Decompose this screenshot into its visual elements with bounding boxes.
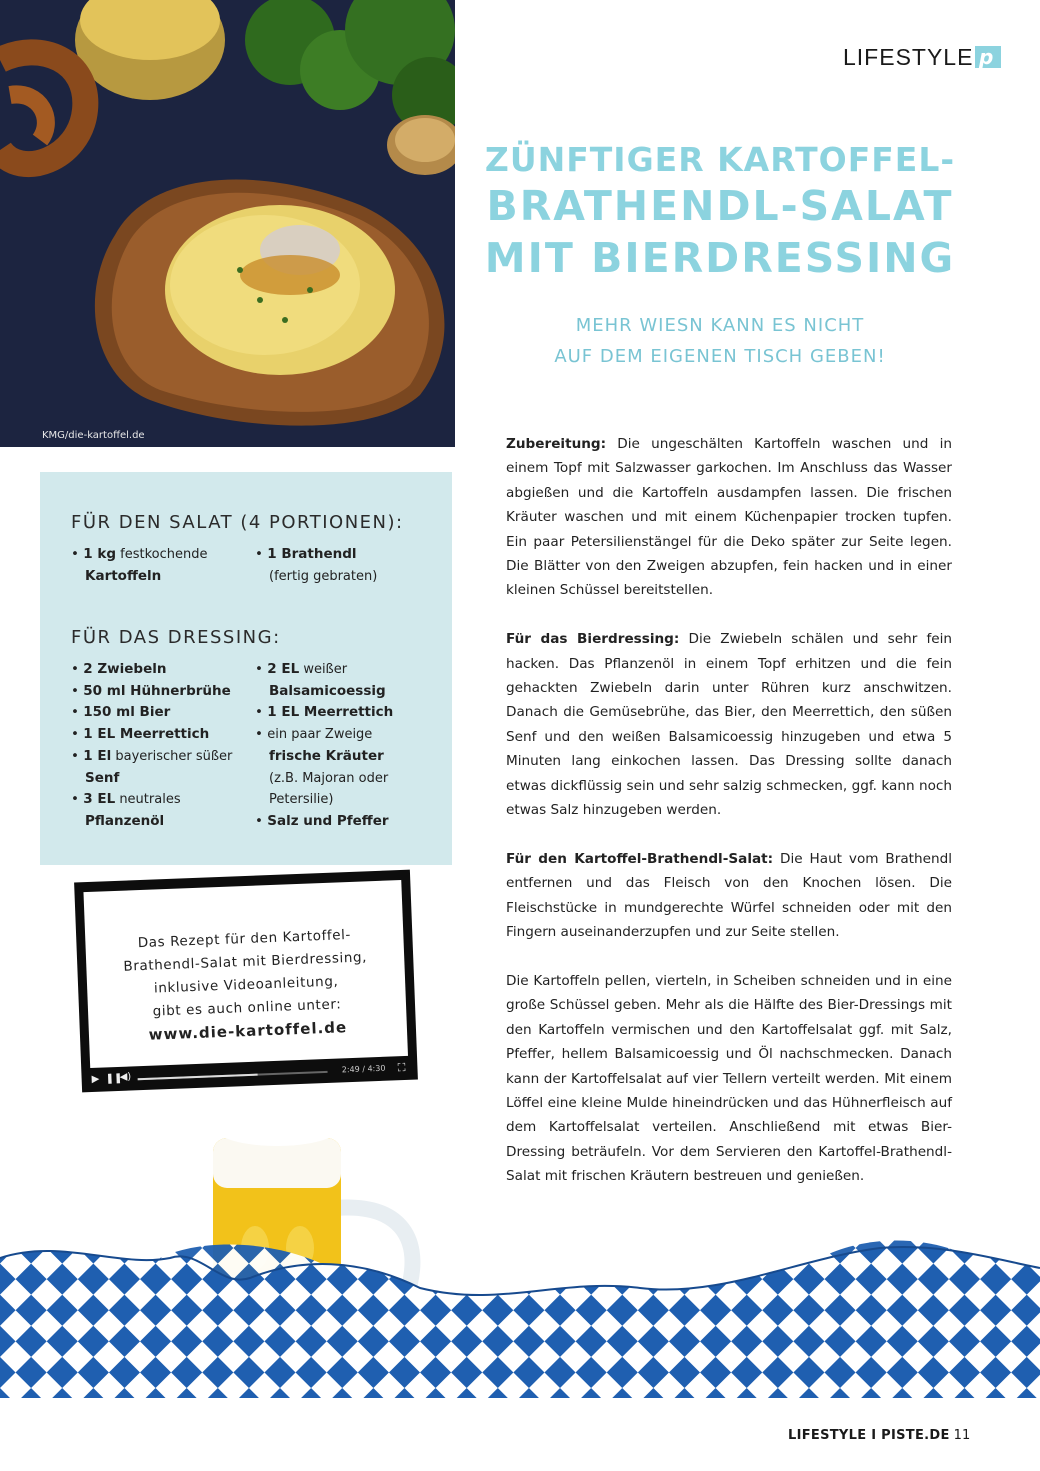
- paragraph-text: Die Kartoffeln pellen, vierteln, in Scheiben schneiden und in eine große Schüssel geben. Mehr als die Hälfte des Bier-Dressings mit den Kartoffeln vermischen und den Kartoffelsalat ggf. mit Salz, Pfeffer, hellem Balsamicoessig und Öl nachschmecken. Danach kann der Kartoffelsalat auf vier Tellern verteilt werden. Mit einem Löffel eine kleine Mulde hineindrücken und das Hühnerfleisch auf dem Kartoffelsalat verteilen. Anschließend mit etwas Bier-Dressing beträufeln. Vor dem Servieren den Kartoffel-Brathendl-Salat mit frischen Kräutern bestreuen und genießen.: [506, 972, 952, 1185]
- fullscreen-icon[interactable]: ⛶: [397, 1060, 406, 1075]
- ingredient-item: • 1 El bayerischer süßer Senf: [71, 747, 233, 786]
- title-line-2: BRATHENDL-SALAT: [486, 182, 954, 230]
- video-line-1: Das Rezept für den Kartoffel-: [137, 926, 352, 952]
- salad-heading: FÜR DEN SALAT (4 PORTIONEN):: [71, 512, 404, 533]
- subtitle-line-1: MEHR WIESN KANN ES NICHT: [575, 315, 865, 336]
- logo-letter: p: [979, 45, 994, 69]
- ingredient-item: • 2 EL weißer Balsamicoessig: [255, 661, 386, 699]
- ingredients-box: [40, 472, 452, 865]
- paragraph-dressing: [506, 627, 952, 822]
- volume-icon[interactable]: ◀): [119, 1071, 132, 1083]
- ingredient-item: • 1 EL Meerrettich: [71, 726, 210, 743]
- ingredient-item: • 1 Brathendl (fertig gebraten): [255, 546, 378, 584]
- footer-label: LIFESTYLE I PISTE.DE: [788, 1428, 950, 1443]
- paragraph-label: Zubereitung:: [506, 436, 607, 452]
- play-icon[interactable]: ▶: [91, 1073, 100, 1085]
- ingredient-item: • 150 ml Bier: [71, 704, 171, 721]
- salad-col-1: [71, 544, 251, 587]
- dressing-col-1: [71, 659, 256, 833]
- video-player-frame: [74, 870, 418, 1093]
- food-photo-graphic: [0, 0, 455, 447]
- paragraph-label: Für den Kartoffel-Brathendl-Salat:: [506, 850, 774, 867]
- title-line-3: MIT BIERDRESSING: [484, 234, 956, 282]
- paragraph-label: Für das Bierdressing:: [506, 631, 680, 648]
- ingredient-item: • 3 EL neutrales Pflanzenöl: [71, 791, 181, 829]
- subtitle-line-2: AUF DEM EIGENEN TISCH GEBEN!: [554, 346, 886, 367]
- pause-icon[interactable]: ❚❚: [105, 1072, 123, 1085]
- section-label: LIFESTYLE: [843, 44, 974, 70]
- dressing-col-2: [255, 659, 445, 833]
- ingredient-item: • 50 ml Hühnerbrühe: [71, 682, 231, 699]
- magazine-logo-icon: [975, 46, 1001, 68]
- paragraph-salad: [506, 847, 952, 945]
- video-line-3: inklusive Videoanleitung,: [153, 973, 339, 997]
- paragraph-text: Die Zwiebeln schälen und sehr fein hacken. Das Pflanzenöl in einem Topf erhitzen und die fein gehackten Zwiebeln darin unter Rühren kurz anschwitzen. Danach die Gemüsebrühe, das Bier, den Meerrettich, den süßen Senf und den weißen Balsamicoessig hinzugeben und etwa 5 Minuten lang einkochen lassen. Das Dressing sollte danach etwas dickflüssig sein und sehr salzig schmecken, ggf. kann noch etwas Salz hinzugeben werden.: [506, 631, 952, 819]
- ingredient-item: • ein paar Zweige frische Kräuter (z.B. Majoran oder Petersilie): [255, 726, 389, 808]
- video-progress-fill: [138, 1074, 258, 1081]
- video-screen: [83, 880, 408, 1068]
- salad-col-2: [255, 544, 445, 587]
- food-photo: [0, 0, 455, 447]
- video-url-link[interactable]: www.die-kartoffel.de: [148, 1018, 348, 1044]
- ingredient-item: • 2 Zwiebeln: [71, 661, 167, 677]
- video-line-2: Brathendl-Salat mit Bierdressing,: [123, 949, 368, 975]
- title-line-1: ZÜNFTIGER KARTOFFEL-: [484, 140, 956, 179]
- ingredient-item: • Salz und Pfeffer: [255, 812, 389, 829]
- paragraph-text: Die Haut vom Brathendl entfernen und das Fleisch von den Knochen lösen. Die Fleischstücke in mundgerechte Würfel schneiden oder mit den Fingern auseinanderzupfen und zur Seite stellen.: [506, 850, 952, 941]
- page-number: 11: [953, 1428, 971, 1443]
- article-title: [480, 140, 960, 284]
- page-footer: [788, 1428, 970, 1443]
- article-body: [506, 432, 952, 1213]
- video-text: [85, 922, 407, 1049]
- beer-and-cloth-illustration: [0, 1108, 1040, 1398]
- ingredient-item: • 1 kg festkochende Kartoffeln: [71, 546, 208, 584]
- video-progress-track[interactable]: [138, 1071, 328, 1080]
- ingredient-item: • 1 EL Meerrettich: [255, 704, 394, 721]
- dressing-heading: FÜR DAS DRESSING:: [71, 627, 281, 648]
- photo-credit: KMG/die-kartoffel.de: [42, 430, 145, 441]
- article-subtitle: [480, 310, 960, 372]
- video-line-4: gibt es auch online unter:: [152, 996, 342, 1020]
- video-time: 2:49 / 4:30: [341, 1063, 386, 1075]
- paragraph-text: Die ungeschälten Kartoffeln waschen und in einem Topf mit Salzwasser garkochen. Im Anschluss das Wasser abgießen und die Kartoffeln ausdampfen lassen. Die frischen Kräuter waschen und mit einem Küchenpapier trocken tupfen. Ein paar Petersilienstängel für die Deko später zur Seite legen. Die Blätter von den Zweigen abzupfen, fein hacken und in einer kleinen Schüssel bereitstellen.: [506, 436, 952, 599]
- paragraph-preparation: [506, 432, 952, 603]
